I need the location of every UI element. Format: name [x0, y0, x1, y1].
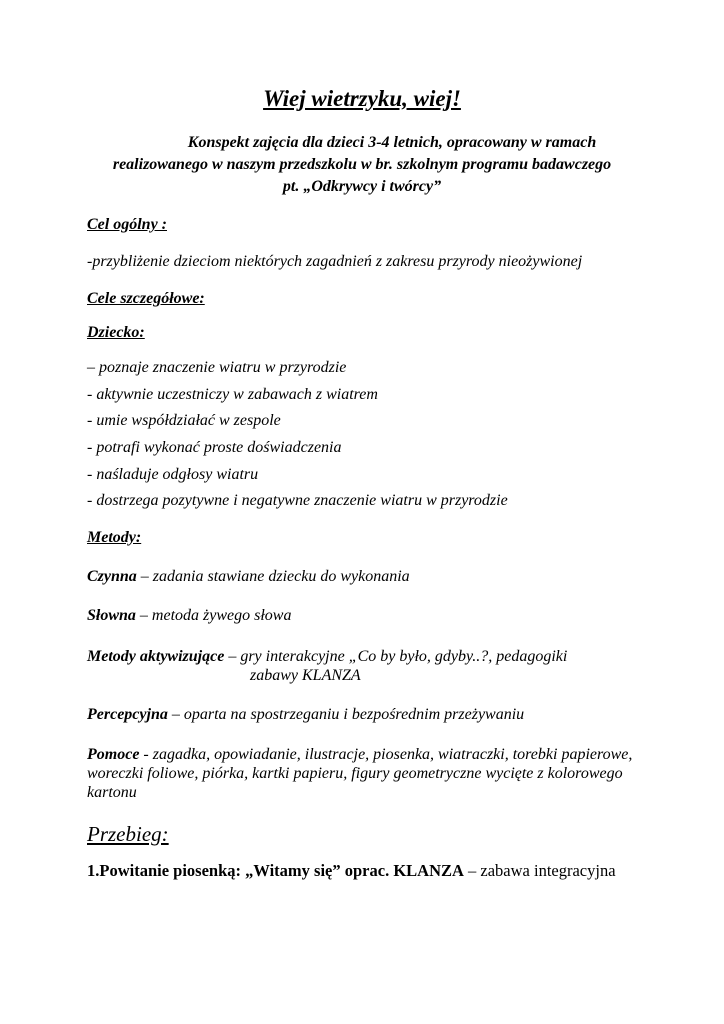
- list-item: - umie współdziałać w zespole: [87, 412, 281, 429]
- metody-heading: Metody:: [87, 529, 142, 546]
- przebieg-step-1-bold: 1.Powitanie piosenką: „Witamy się” oprac. KLANZA: [87, 861, 464, 880]
- metoda-czynna-label: Czynna: [87, 568, 137, 585]
- metoda-czynna-text: – zadania stawiane dziecku do wykonania: [136, 568, 410, 585]
- document-title: Wiej wietrzyku, wiej!: [263, 86, 461, 111]
- metoda-slowna: [87, 607, 291, 625]
- metody-aktywizujace-text: – gry interakcyjne „Co by było, gdyby..?, pedagogiki: [224, 648, 568, 665]
- metoda-percepcyjna: [87, 706, 524, 724]
- przebieg-heading: Przebieg:: [87, 822, 169, 846]
- subtitle-line-3: pt. „Odkrywcy i twórcy”: [282, 178, 442, 195]
- list-item: - dostrzega pozytywne i negatywne znaczenie wiatru w przyrodzie: [87, 492, 508, 509]
- metoda-slowna-text: – metoda żywego słowa: [135, 607, 292, 624]
- cel-ogolny-text: -przybliżenie dzieciom niektórych zagadnień z zakresu przyrody nieożywionej: [87, 253, 583, 270]
- metoda-czynna: [87, 568, 410, 586]
- subtitle-line-2: realizowanego w naszym przedszkolu w br. szkolnym programu badawczego: [112, 156, 612, 173]
- list-item: – poznaje znaczenie wiatru w przyrodzie: [87, 359, 347, 376]
- przebieg-step-1: [87, 861, 616, 881]
- metoda-slowna-label: Słowna: [87, 607, 136, 624]
- list-item: - naśladuje odgłosy wiatru: [87, 466, 259, 483]
- list-item: - potrafi wykonać proste doświadczenia: [87, 439, 342, 456]
- metody-aktywizujace-label: Metody aktywizujące: [87, 648, 225, 665]
- metoda-percepcyjna-text: – oparta na spostrzeganiu i bezpośrednim przeżywaniu: [167, 706, 525, 723]
- pomoce-text: - zagadka, opowiadanie, ilustracje, piosenka, wiatraczki, torebki papierowe, woreczki foliowe, piórka, kartki papieru, figury geometryczne wycięte z kolorowego kartonu: [87, 746, 633, 801]
- metoda-percepcyjna-label: Percepcyjna: [87, 706, 168, 723]
- metody-aktywizujace-text-2: zabawy KLANZA: [250, 667, 361, 684]
- metody-aktywizujace: [87, 648, 567, 666]
- cele-szczegolowe-heading: Cele szczegółowe:: [87, 290, 205, 307]
- list-item: - aktywnie uczestniczy w zabawach z wiatrem: [87, 386, 378, 403]
- subtitle-line-1: Konspekt zajęcia dla dzieci 3-4 letnich, opracowany w ramach: [187, 134, 597, 151]
- pomoce: [87, 745, 647, 802]
- document-subtitle: [88, 132, 636, 198]
- dziecko-heading: Dziecko:: [87, 324, 145, 341]
- przebieg-step-1-rest: – zabawa integracyjna: [463, 861, 616, 880]
- pomoce-label: Pomoce: [87, 746, 140, 763]
- cel-ogolny-heading: Cel ogólny :: [87, 216, 167, 233]
